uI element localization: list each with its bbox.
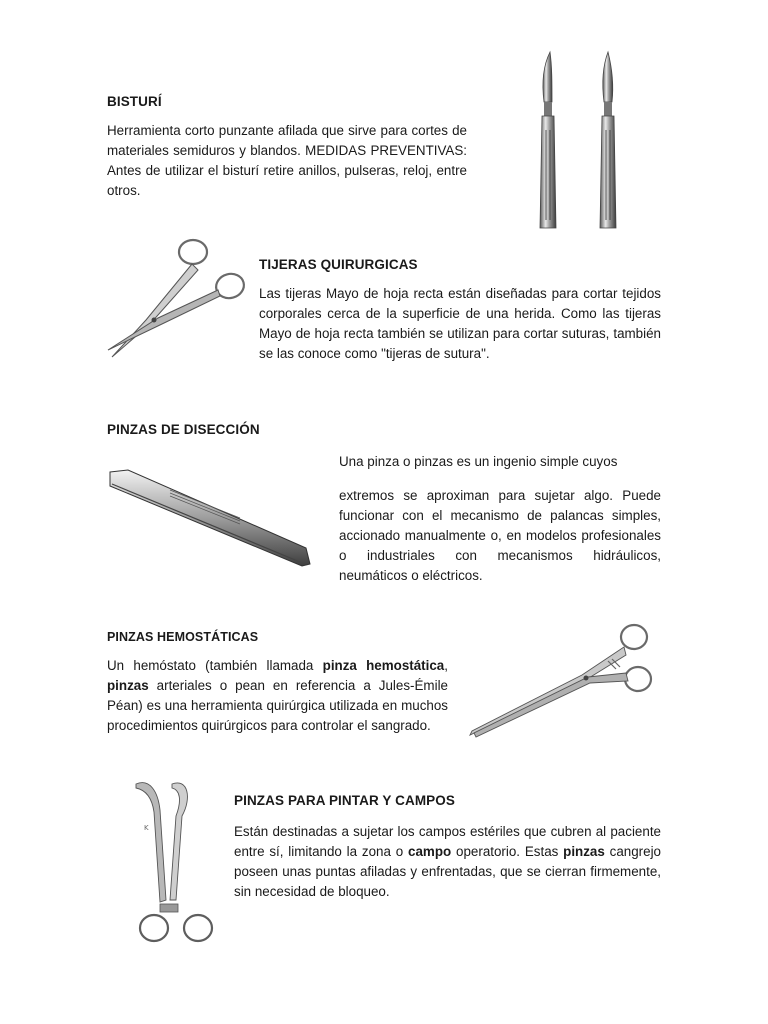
bisturi-text: Herramienta corto punzante afilada que sirve para cortes de materiales semiduros y blandos. MEDIDAS PREVENTIVAS: Antes de utilizar el bisturí retire anillos, pulseras, reloj, entre otros. [107,123,467,198]
hemostaticas-bold-1: pinza hemostática [322,658,445,673]
campos-text [234,822,661,902]
hemostaticas-text-3: arteriales o pean en referencia a Jules-Émile Péan) es una herramienta quirúrgica utilizada en muchos procedimientos quirúrgicos para controlar el sangrado. [107,678,448,733]
hemostaticas-bold-2: pinzas [107,678,149,693]
diseccion-title: PINZAS DE DISECCIÓN [107,422,260,437]
scissors-illustration [100,232,255,367]
campos-title: PINZAS PARA PINTAR Y CAMPOS [234,793,455,808]
dissection-forceps-illustration [100,462,320,577]
diseccion-text: extremos se aproximan para sujetar algo. Puede funcionar con el mecanismo de palancas simples, accionado manualmente o, en modelos profesionales o industriales con mecanismos hidráulicos, neumáticos o eléctricos. [339,488,661,583]
campos-bold-2: pinzas [563,844,605,859]
campos-text-2: operatorio. Estas [451,844,564,859]
hemostaticas-title: PINZAS HEMOSTÁTICAS [107,630,259,644]
tijeras-title: TIJERAS QUIRURGICAS [259,257,418,272]
hemostaticas-text-1: Un hemóstato (también llamada [107,658,323,673]
svg-text:K: K [144,824,149,832]
hemostaticas-text-2: , [444,658,448,673]
hemostat-illustration [462,615,667,745]
campos-bold-1: campo [408,844,452,859]
hemostaticas-text [107,656,448,736]
towel-clamp-illustration [110,770,230,950]
campos-text-3: cangrejo poseen unas puntas afiladas y enfrentadas, que se cierran firmemente, sin necesidad de bloqueo. [234,844,662,899]
tijeras-text: Las tijeras Mayo de hoja recta están diseñadas para cortar tejidos corporales cerca de la superficie de una herida. Como las tijeras Mayo de hoja recta también se utilizan para cortar suturas, también se las conoce como "tijeras de sutura". [259,286,661,361]
diseccion-text-line1: Una pinza o pinzas es un ingenio simple cuyos [339,454,618,469]
scalpel-illustration [480,40,670,240]
bisturi-title: BISTURÍ [107,94,162,109]
campos-text-1: Están destinadas a sujetar los campos estériles que cubren al paciente entre sí, limitando la zona o [234,824,661,859]
